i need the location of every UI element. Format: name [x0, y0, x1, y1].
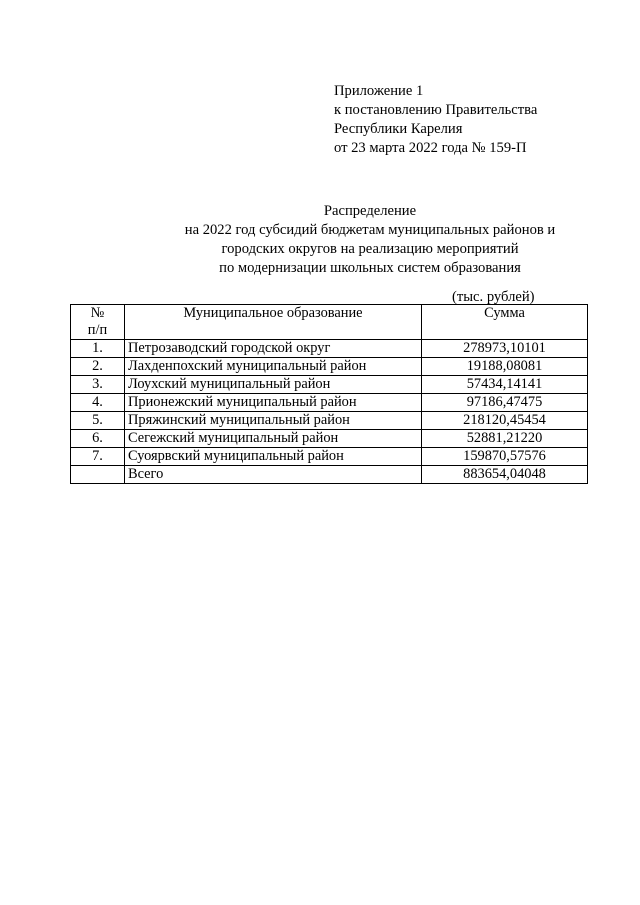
row-municipality: Петрозаводский городской округ: [125, 340, 422, 358]
appendix-line: Республики Карелия: [334, 121, 463, 137]
row-sum: 57434,14141: [422, 376, 588, 394]
document-title: Распределение: [323, 203, 417, 219]
row-number: 3.: [71, 376, 125, 394]
row-number: 5.: [71, 412, 125, 430]
header-sum: Сумма: [422, 305, 588, 340]
table-row: [71, 430, 588, 448]
table-row: [71, 412, 588, 430]
header-number-abbr: п/п: [87, 322, 108, 338]
row-sum: 159870,57576: [422, 448, 588, 466]
table-row: [71, 358, 588, 376]
header-number-symbol: №: [90, 305, 105, 321]
document-subtitle-line: городских округов на реализацию мероприятий: [221, 241, 519, 257]
document-heading: [70, 202, 640, 278]
row-number: 2.: [71, 358, 125, 376]
row-municipality: Суоярвский муниципальный район: [125, 448, 422, 466]
row-municipality: Сегежский муниципальный район: [125, 430, 422, 448]
table-row: [71, 376, 588, 394]
header-number: [71, 305, 125, 340]
row-sum: 19188,08081: [422, 358, 588, 376]
row-number: 4.: [71, 394, 125, 412]
distribution-table: [70, 304, 588, 484]
row-municipality: Лоухский муниципальный район: [125, 376, 422, 394]
header-municipality: Муниципальное образование: [125, 305, 422, 340]
table-row: [71, 340, 588, 358]
row-municipality: Лахденпохский муниципальный район: [125, 358, 422, 376]
document-subtitle-line: на 2022 год субсидий бюджетам муниципальных районов и: [184, 222, 556, 238]
row-number: 6.: [71, 430, 125, 448]
row-municipality: Прионежский муниципальный район: [125, 394, 422, 412]
table-row: [71, 394, 588, 412]
row-number: 7.: [71, 448, 125, 466]
total-number: [71, 466, 125, 484]
appendix-line: к постановлению Правительства: [334, 102, 538, 118]
appendix-line: Приложение 1: [334, 83, 424, 99]
total-label: Всего: [125, 466, 422, 484]
row-sum: 278973,10101: [422, 340, 588, 358]
total-sum: 883654,04048: [422, 466, 588, 484]
table-row: [71, 448, 588, 466]
row-sum: 218120,45454: [422, 412, 588, 430]
row-number: 1.: [71, 340, 125, 358]
table-header-row: [71, 305, 588, 340]
appendix-block: [334, 82, 537, 158]
units-label: (тыс. рублей): [452, 289, 535, 305]
row-sum: 52881,21220: [422, 430, 588, 448]
appendix-line: от 23 марта 2022 года № 159-П: [334, 140, 527, 156]
total-row: [71, 466, 588, 484]
document-subtitle-line: по модернизации школьных систем образования: [219, 260, 521, 276]
row-sum: 97186,47475: [422, 394, 588, 412]
row-municipality: Пряжинский муниципальный район: [125, 412, 422, 430]
